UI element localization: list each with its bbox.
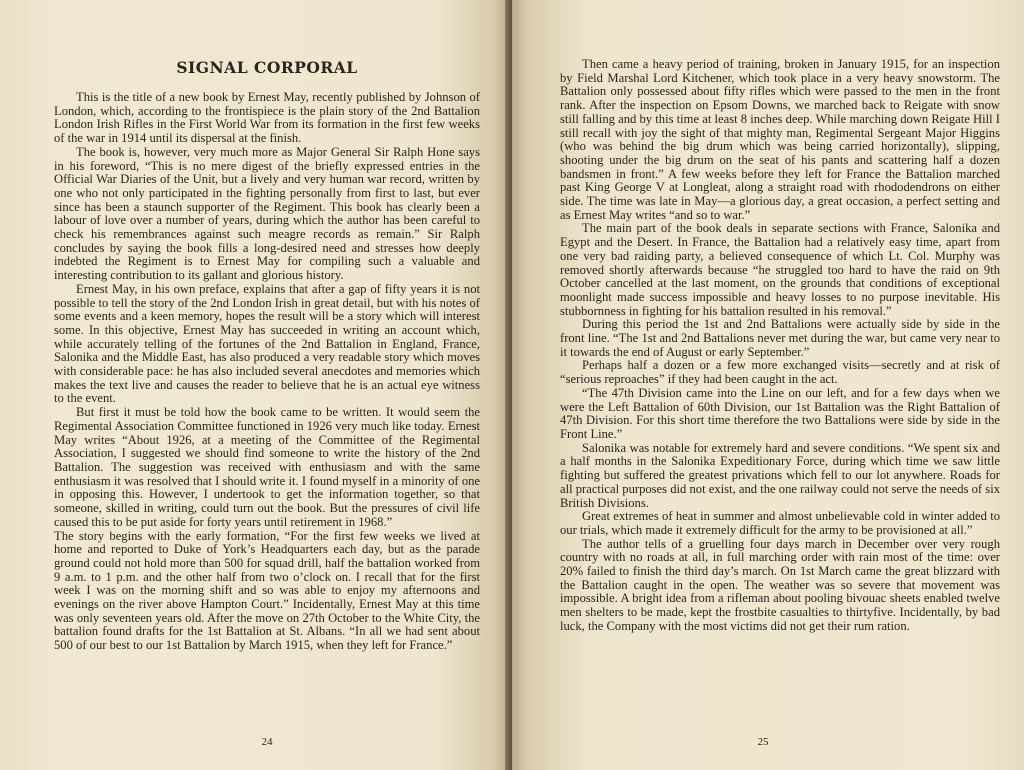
page-number: 25 [757, 736, 769, 748]
page-number: 24 [261, 736, 273, 748]
right-page [512, 0, 1024, 770]
paragraph: Salonika was notable for extremely hard and severe conditions. “We spent six and a half months in the Salonika Expeditionary Force, during which time we saw little fighting but suffered the greatest privations which fell to our lot anywhere. Roads for all practical purposes did not exist, and the one railway could not serve the needs of six British Divisions. [560, 440, 1000, 510]
paragraph: Perhaps half a dozen or a few more exchanged visits—secretly and at risk of “serious reproaches” if they had been caught in the act. [560, 358, 1000, 387]
paragraph: Then came a heavy period of training, broken in January 1915, for an inspection by Field Marshal Lord Kitchener, which took place in a very heavy snowstorm. The Battalion only possessed about fifty rifles which were passed to the men in the front rank. After the inspection on Epsom Downs, we marched back to Reigate with snow still falling and by this time at least 8 inches deep. While marching down Reigate Hill I still recall with joy the sight of that mighty man, Regimental Sergeant Major Higgins (who was behind the big drum which was being carried horizontally), slipping, shooting under the big drum on the seat of his pants and scattering half a dozen bandsmen in front.” A few weeks before they left for France the Battalion marched past King George V at Longleat, along a straight road with rhododendrons on either side. The time was late in May—a glorious day, a great occasion, a perfect setting and as Ernest May writes “and so to war.” [560, 57, 1000, 222]
paragraph: The book is, however, very much more as Major General Sir Ralph Hone says in his foreword, “This is no mere digest of the briefly expressed entries in the Official War Diaries of the Unit, but a lively and very human war record, written by one who not only participated in the fighting personally from first to last, but ever since has been a staunch supporter of the Regiment. This book has clearly been a labour of love over a number of years, during which the author has been careful to check his remembrances against such meagre records as remain.” Sir Ralph concludes by saying the book fills a long-desired need and stresses how deeply indebted the Regiment is to Ernest May for compiling such a valuable and interesting contribution to its gallant and glorious history. [54, 144, 480, 283]
paragraph: But first it must be told how the book came to be written. It would seem the Regimental Association Committee functioned in 1926 very much like today. Ernest May writes “About 1926, at a meeting of the Committee of the Regimental Association, I suggested we should find someone to write the history of the 2nd Battalion. The suggestion was received with enthusiasm and with the same enthusiasm it was resolved that I should write it. I found myself in a minority of one in opposing this. However, I undertook to get the information together, so that someone, skilled in writing, could turn out the book. But the pressures of civil life caused this to be put aside for forty years until retirement in 1968.” [54, 405, 480, 529]
paragraph: The author tells of a gruelling four days march in December over very rough country with no roads at all, in full marching order with rain most of the time: over 20% failed to finish the third day’s march. On 1st March came the great blizzard with the Battalion caught in the open. The weather was so severe that movement was impossible. A bright idea from a rifleman about pooling bivouac sheets enabled twelve men shelters to be made, kept the frostbite casualties to thirtyfive. Incidentally, by bad luck, the Company with the most victims did not get their rum ration. [560, 536, 1000, 633]
left-page [0, 0, 510, 770]
paragraph: This is the title of a new book by Ernest May, recently published by Johnson of London, which, according to the frontispiece is the plain story of the 2nd Battalion London Irish Rifles in the First World War from its formation in the first few weeks of the war in 1914 until its dispersal at the finish. [54, 90, 480, 146]
article-title: SIGNAL CORPORAL [176, 58, 358, 77]
right-page-body [560, 58, 1000, 634]
paragraph: The story begins with the early formation, “For the first few weeks we lived at home and reported to Duke of York’s Headquarters each day, but as the parade ground could not hold more than 500 for squad drill, half the battalion worked from 9 a.m. to 1 p.m. and the other half from two o’clock on. I recall that for the first week I was on the morning shift and so was able to enjoy my afternoons and evenings on the river above Hampton Court.” Incidentally, Ernest May at this time was only seventeen years old. After the move on 27th October to the White City, the battalion found drafts for the 1st Battalion at St. Albans. “In all we had sent about 500 of our best to our 1st Battalion by March 1915, when they left for France.” [54, 528, 480, 653]
paragraph: “The 47th Division came into the Line on our left, and for a few days when we were the Left Battalion of 60th Division, our 1st Battalion was the Right Battalion of 47th Division. For this short time therefore the two Battalions were side by side in the Front Line.” [560, 385, 1000, 441]
paragraph: The main part of the book deals in separate sections with France, Salonika and Egypt and the Desert. In France, the Battalion had a relatively easy time, apart from one very bad raiding party, a believed consequence of which Lt. Col. Murphy was removed shortly afterwards because “he struggled too hard to have the raid on 9th October cancelled at the last moment, on the grounds that conditions of exceptional moonlight made success impossible and heavy losses to no purpose inevitable. His stubbornness in fighting for his battalion resulted in his removal.” [560, 221, 1000, 318]
paragraph: During this period the 1st and 2nd Battalions were actually side by side in the front line. “The 1st and 2nd Battalions never met during the war, but came very near to it towards the end of August or early September.” [560, 317, 1000, 359]
paragraph: Ernest May, in his own preface, explains that after a gap of fifty years it is not possible to tell the story of the 2nd London Irish in great detail, but with his notes of some events and a keen memory, hopes the result will be a story which will interest some. In this objective, Ernest May has succeeded in writing an account which, while accurately telling of the fortunes of the 2nd Battalion in England, France, Salonika and the Middle East, has also produced a very readable story which moves with considerable pace: he has also included several anecdotes and memories which makes the text live and causes the reader to believe that he is an actual eye witness to the event. [54, 281, 480, 406]
paragraph: Great extremes of heat in summer and almost unbelievable cold in winter added to our trials, which made it extremely difficult for the army to be provisioned at all.” [560, 509, 1000, 537]
left-page-body [54, 91, 480, 653]
